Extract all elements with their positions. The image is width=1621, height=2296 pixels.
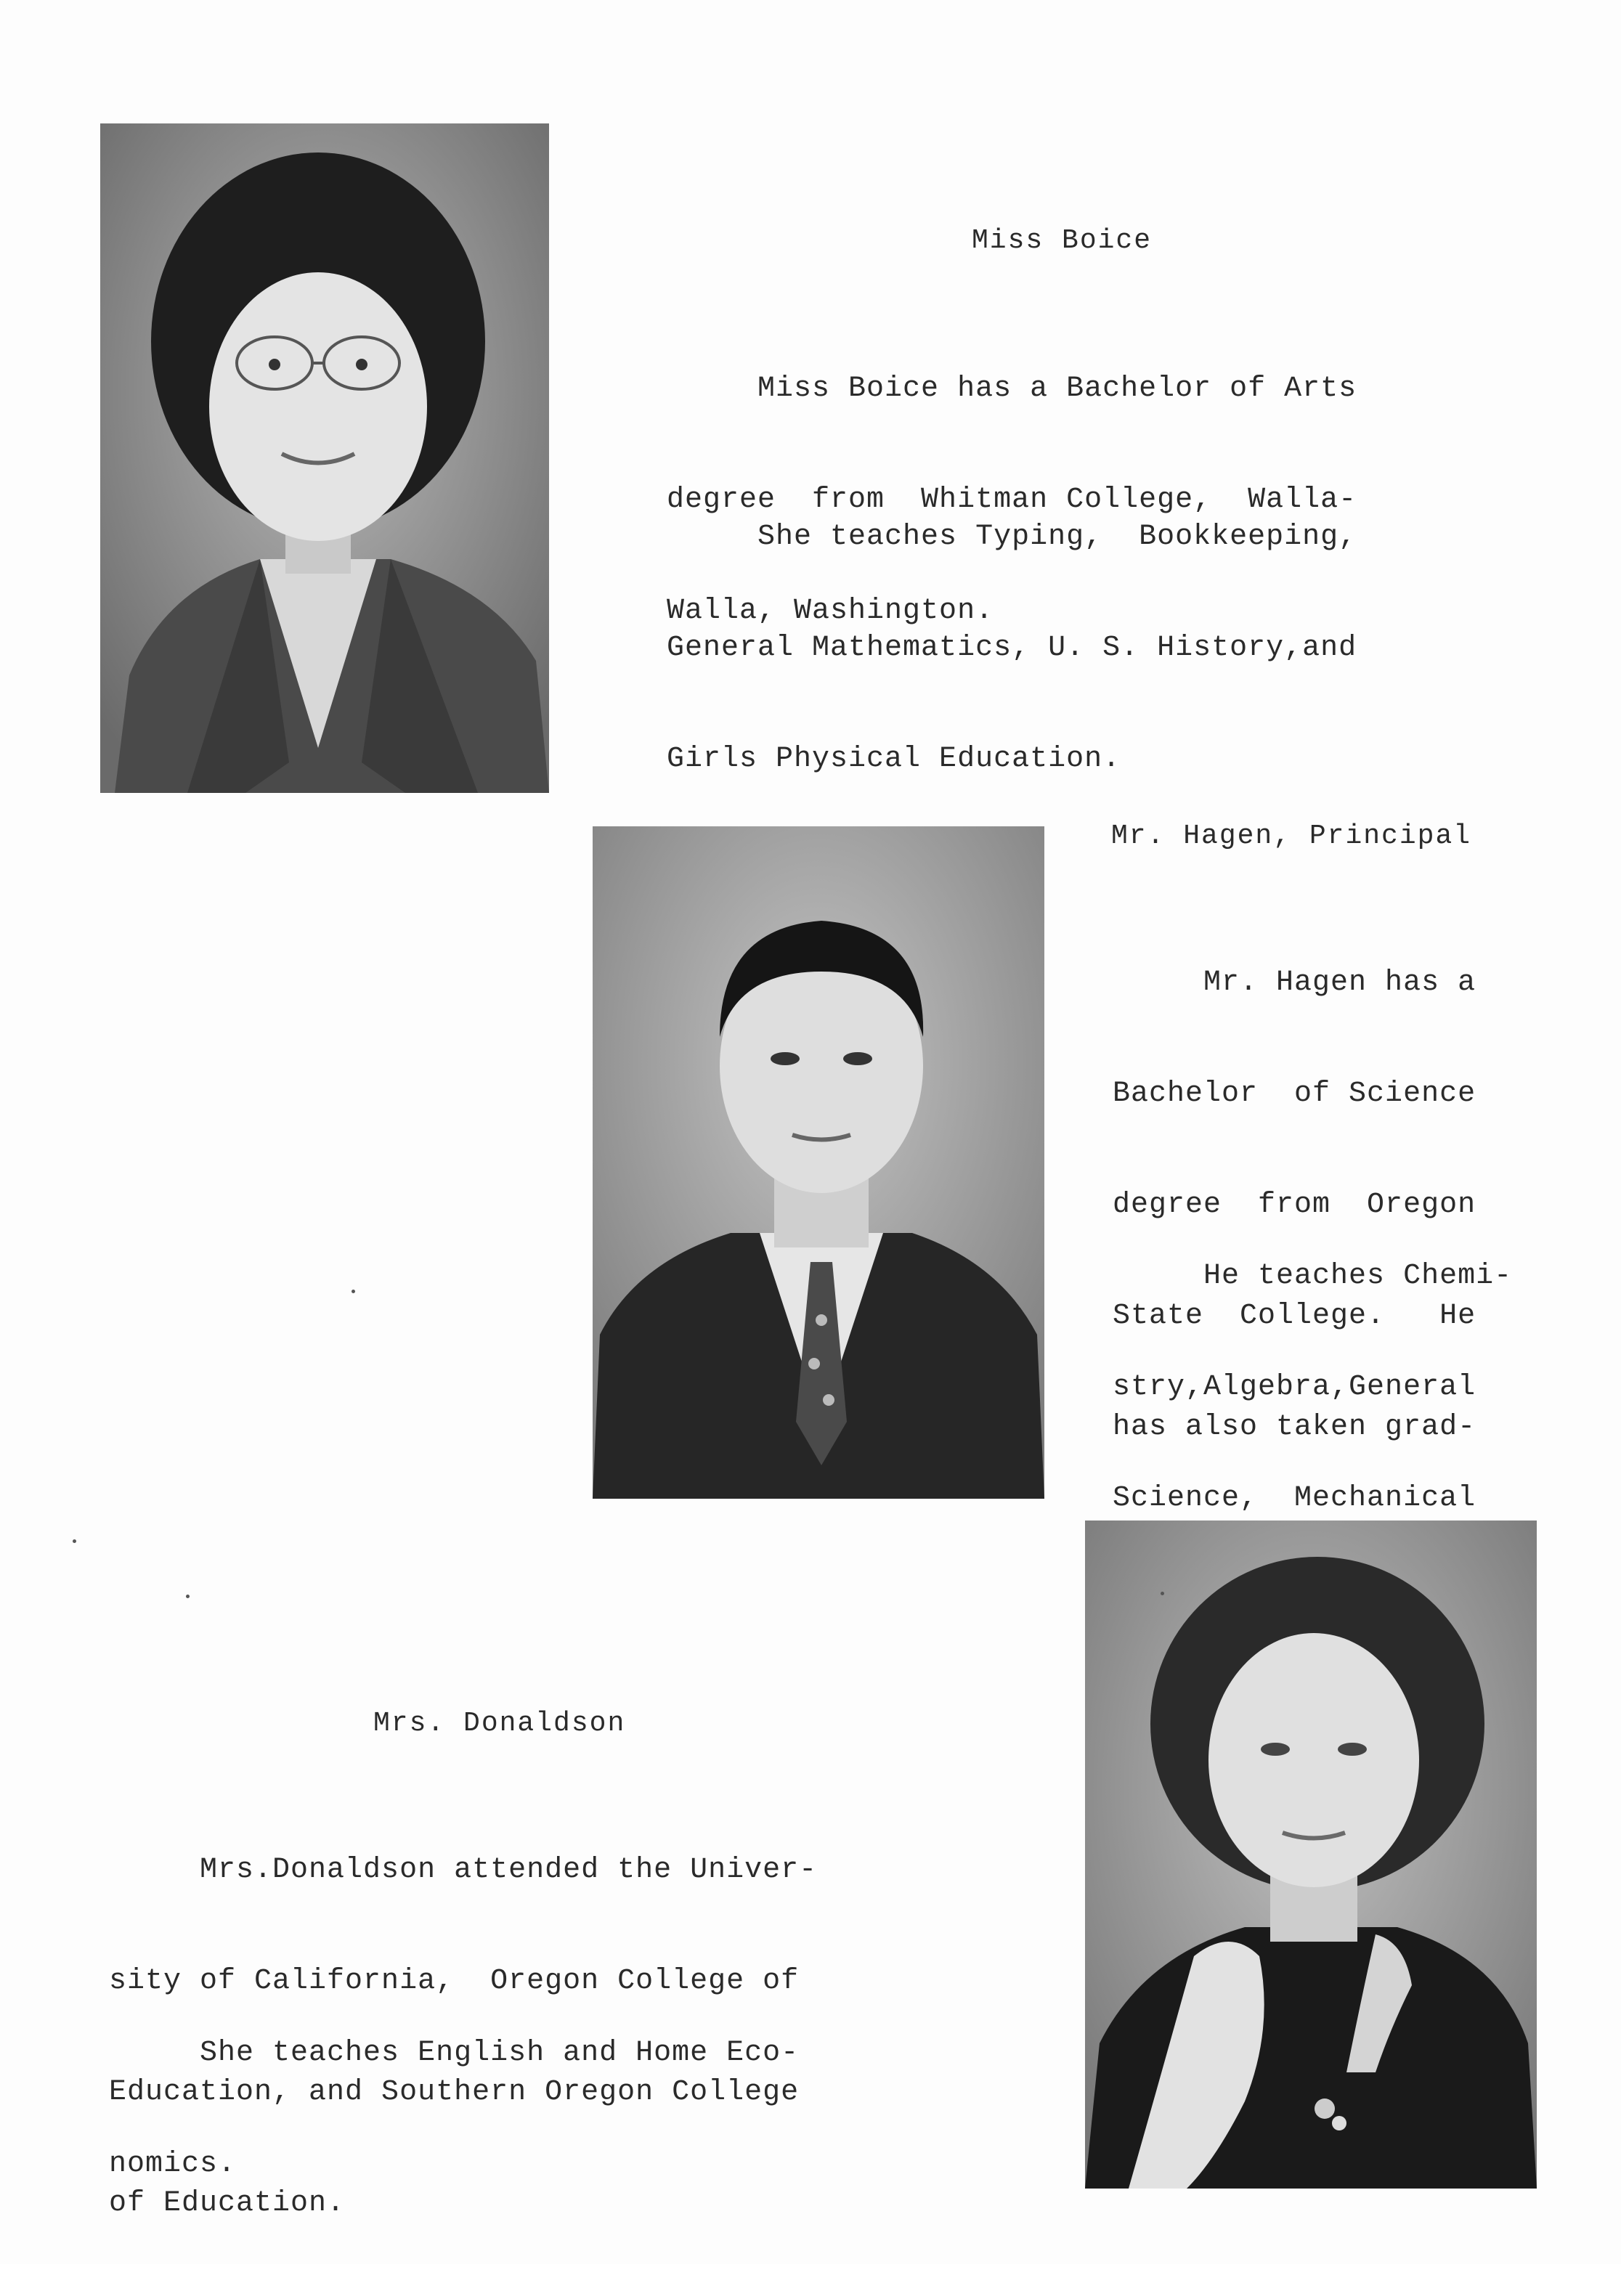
scan-speck	[1161, 1592, 1164, 1595]
subjects-line: He teaches Chemi-	[1113, 1260, 1513, 1292]
bio-line: degree from Whitman College, Walla-	[667, 484, 1357, 516]
bio-line: Mrs.Donaldson attended the Univer-	[109, 1854, 818, 1886]
subjects-line: She teaches Typing, Bookkeeping,	[667, 521, 1357, 553]
portrait-photo-boice	[100, 123, 549, 793]
bio-line: State College. He	[1113, 1300, 1476, 1332]
portrait-photo-hagen	[593, 826, 1044, 1499]
teacher-name-donaldson: Mrs. Donaldson	[373, 1708, 626, 1739]
subjects-paragraph-boice	[667, 444, 1357, 852]
scan-speck	[73, 1539, 76, 1543]
bio-line: Education, and Southern Oregon College	[109, 2076, 800, 2109]
subjects-line: Science, Mechanical	[1113, 1482, 1476, 1515]
subjects-line: stry,Algebra,General	[1113, 1371, 1476, 1404]
subjects-line: She teaches English and Home Eco-	[109, 2037, 800, 2069]
teacher-name-boice: Miss Boice	[972, 225, 1153, 256]
scan-speck	[352, 1290, 355, 1293]
bio-line: Miss Boice has a Bachelor of Arts	[667, 373, 1357, 405]
bio-line: Walla, Washington.	[667, 595, 994, 627]
bio-line: degree from Oregon	[1113, 1189, 1476, 1221]
bio-line: has also taken grad-	[1113, 1411, 1476, 1444]
bio-line: sity of California, Oregon College of	[109, 1965, 800, 1998]
subjects-line: nomics.	[109, 2148, 237, 2181]
scan-speck	[186, 1595, 190, 1598]
bio-line: Bachelor of Science	[1113, 1078, 1476, 1110]
bio-line: Mr. Hagen has a	[1113, 966, 1476, 999]
subjects-line: General Mathematics, U. S. History,and	[667, 632, 1357, 664]
teacher-name-hagen: Mr. Hagen, Principal	[1111, 821, 1472, 852]
subjects-paragraph-donaldson	[109, 1961, 799, 2257]
bio-line: of Education.	[109, 2187, 346, 2220]
subjects-line: Girls Physical Education.	[667, 743, 1121, 775]
portrait-photo-donaldson	[1085, 1521, 1537, 2189]
